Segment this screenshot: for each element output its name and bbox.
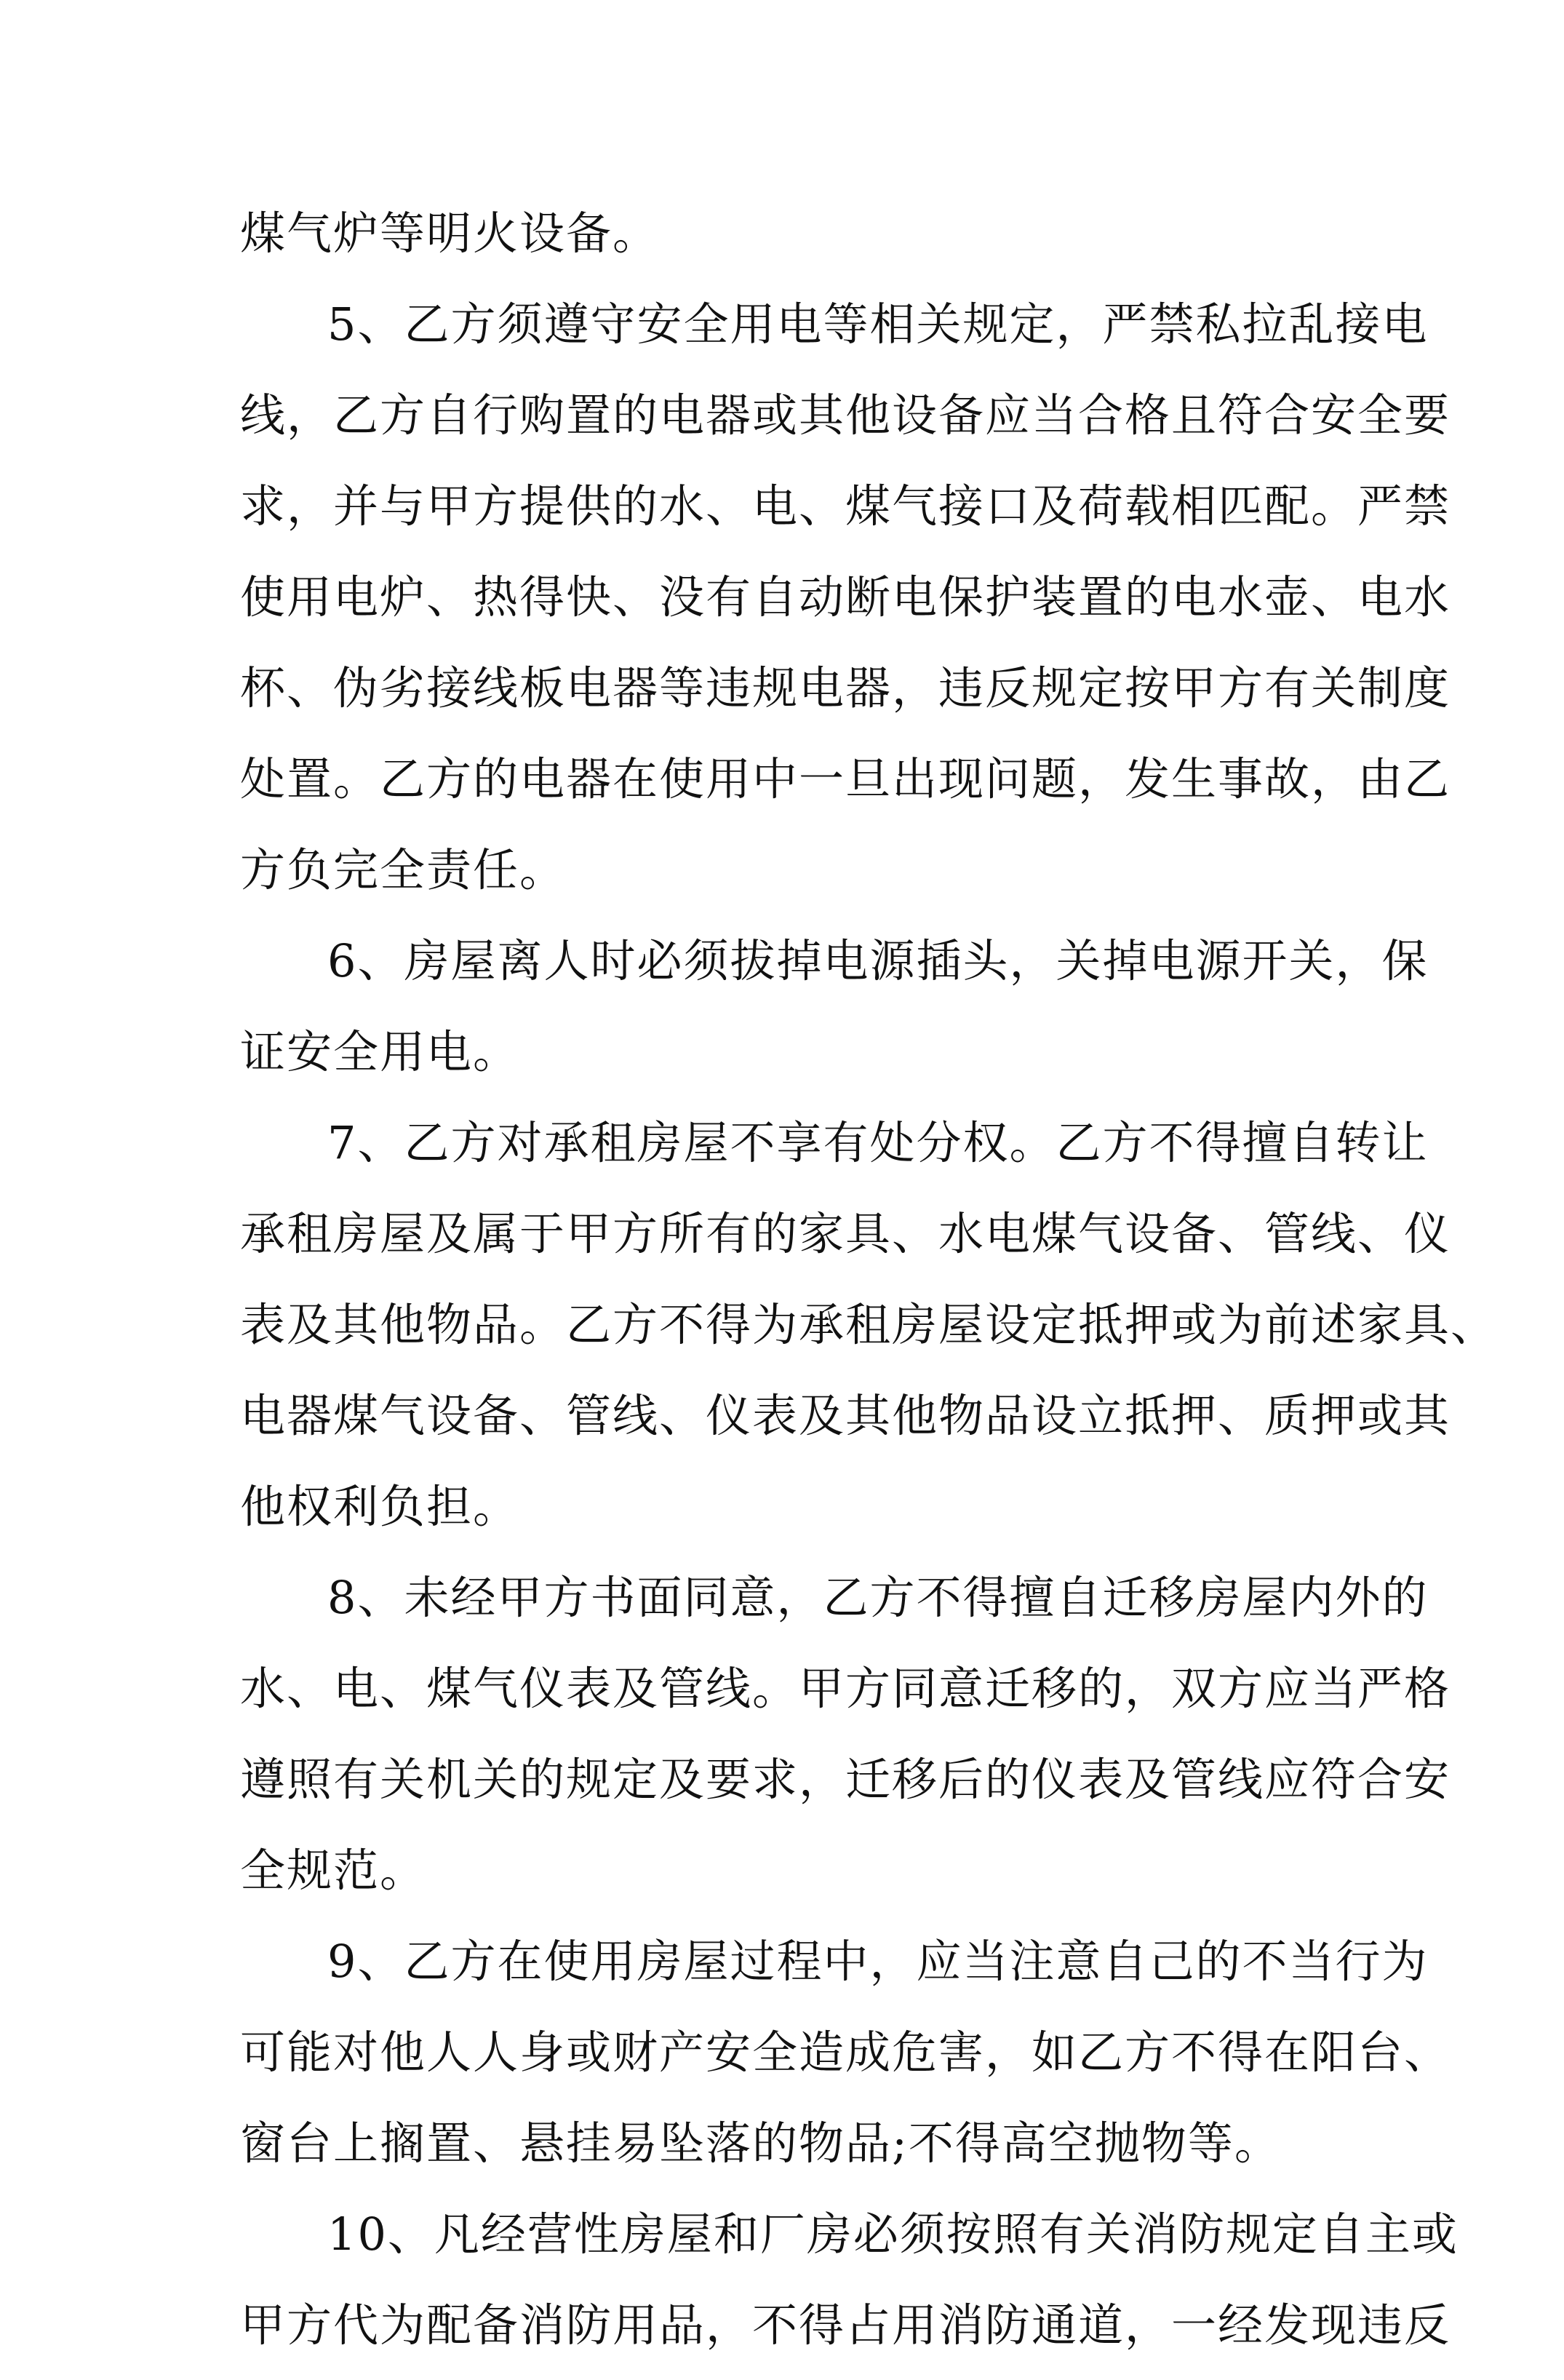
paragraph-line: 证安全用电。 [240,1025,520,1078]
paragraph-line: 表及其他物品。乙方不得为承租房屋设定抵押或为前述家具、 [240,1298,1498,1351]
paragraph-line: 甲方代为配备消防用品，不得占用消防通道，一经发现违反 [240,2299,1451,2352]
paragraph-line: 杯、伪劣接线板电器等违规电器，违反规定按甲方有关制度 [240,661,1451,715]
paragraph-line: 方负完全责任。 [240,843,567,896]
paragraph-line: 电器煤气设备、管线、仪表及其他物品设立抵押、质押或其 [240,1389,1451,1442]
paragraph-line: 遵照有关机关的规定及要求，迁移后的仪表及管线应符合安 [240,1753,1451,1806]
paragraph-line: 可能对他人人身或财产安全造成危害，如乙方不得在阳台、 [240,2026,1451,2079]
paragraph-line: 求，并与甲方提供的水、电、煤气接口及荷载相匹配。严禁 [240,479,1451,533]
document-body [240,197,1498,2380]
paragraph-line: 5、乙方须遵守安全用电等相关规定，严禁私拉乱接电 [327,298,1429,351]
paragraph-line: 处置。乙方的电器在使用中一旦出现问题，发生事故，由乙 [240,752,1451,805]
paragraph-line: 煤气炉等明火设备。 [240,207,660,260]
paragraph-line: 8、未经甲方书面同意，乙方不得擅自迁移房屋内外的 [327,1571,1429,1624]
paragraph-line: 使用电炉、热得快、没有自动断电保护装置的电水壶、电水 [240,570,1451,624]
paragraph-line: 10、凡经营性房屋和厂房必须按照有关消防规定自主或 [327,2208,1459,2261]
paragraph-line: 6、房屋离人时必须拔掉电源插头，关掉电源开关，保 [327,934,1429,987]
paragraph-line: 全规范。 [240,1844,427,1897]
paragraph-line: 线，乙方自行购置的电器或其他设备应当合格且符合安全要 [240,389,1451,442]
paragraph-line: 承租房屋及属于甲方所有的家具、水电煤气设备、管线、仪 [240,1207,1451,1260]
paragraph-line: 他权利负担。 [240,1480,520,1533]
paragraph-line: 水、电、煤气仪表及管线。甲方同意迁移的，双方应当严格 [240,1662,1451,1715]
paragraph-line: 窗台上搁置、悬挂易坠落的物品;不得高空抛物等。 [240,2117,1281,2170]
paragraph-line: 7、乙方对承租房屋不享有处分权。乙方不得擅自转让 [327,1116,1429,1169]
paragraph-line: 9、乙方在使用房屋过程中，应当注意自己的不当行为 [327,1935,1429,1988]
